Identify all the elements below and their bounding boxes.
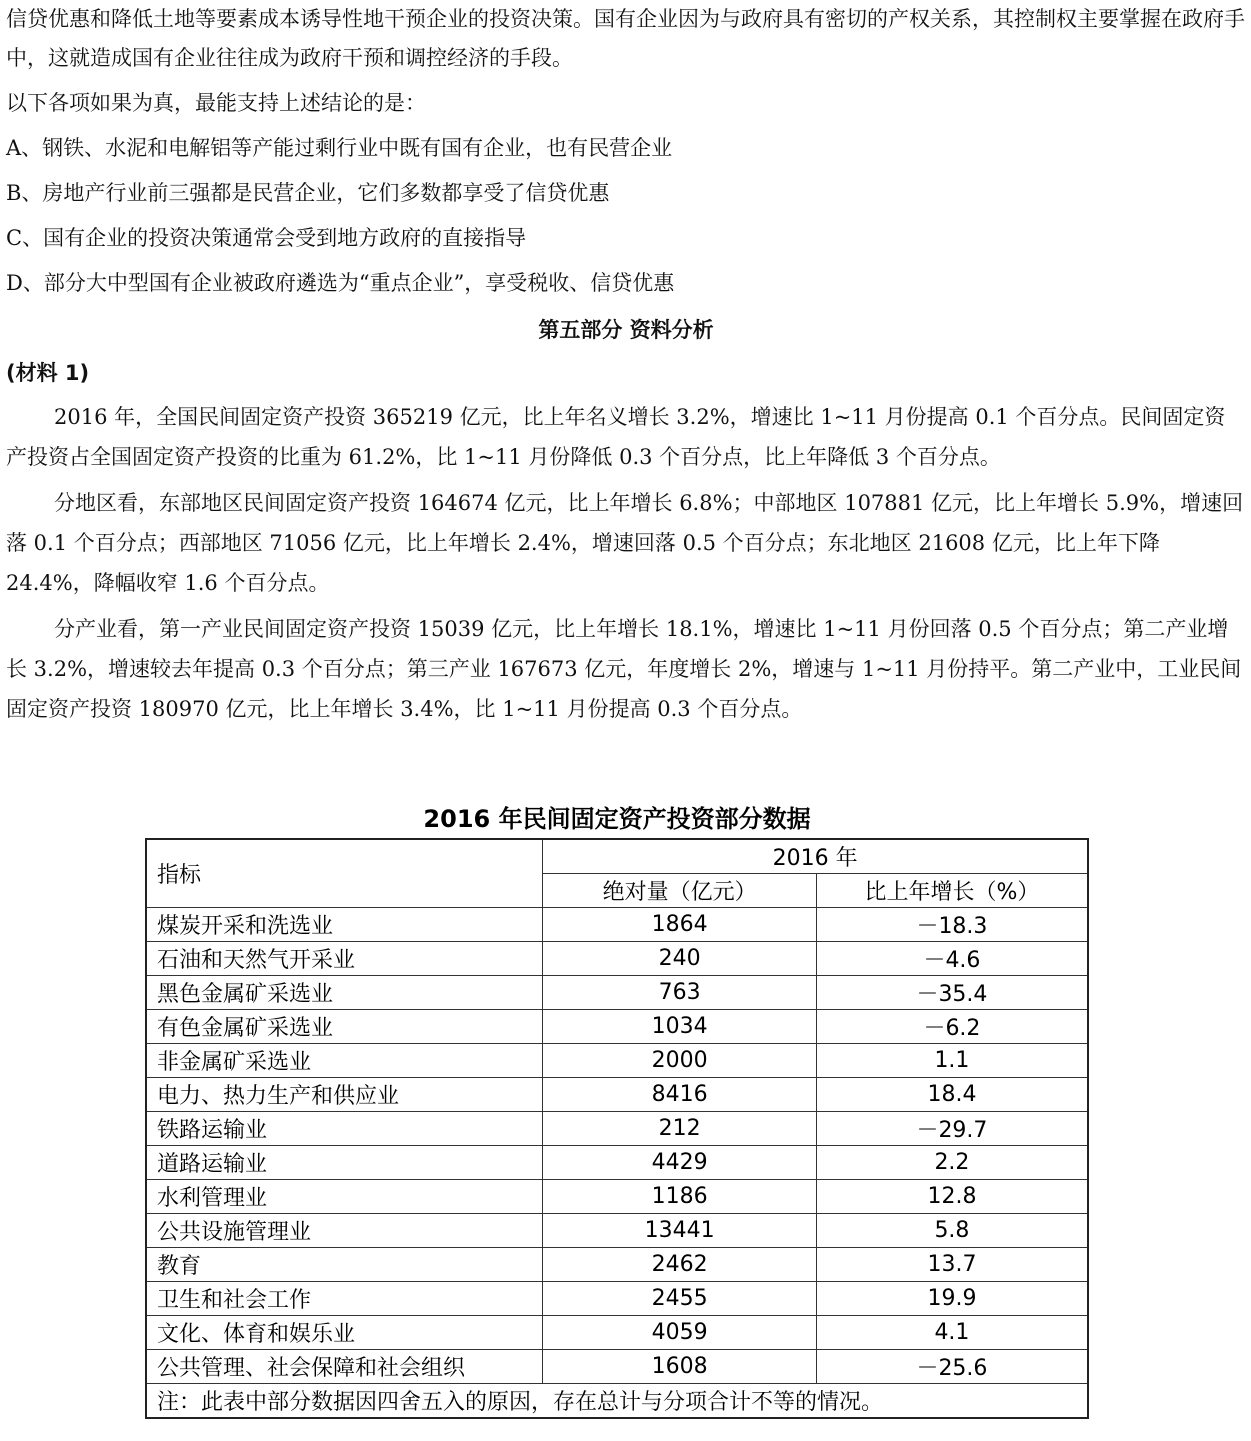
row-indicator-cell: 教育 xyxy=(146,1248,543,1282)
question-stem-paragraph: 信贷优惠和降低土地等要素成本诱导性地干预企业的投资决策。国有企业因为与政府具有密切的产权关系，其控制权主要掌握在政府手中，这就造成国有企业往往成为政府干预和调控经济的手段。 xyxy=(6,7,1245,70)
row-growth-cell: 13.7 xyxy=(816,1248,1088,1282)
option-d: D、部分大中型国有企业被政府遴选为“重点企业”，享受税收、信贷优惠 xyxy=(6,271,675,295)
row-indicator-cell: 水利管理业 xyxy=(146,1180,543,1214)
table-row xyxy=(146,1248,1088,1282)
table-title: 2016 年民间固定资产投资部分数据 xyxy=(423,805,811,833)
row-growth-cell: 19.9 xyxy=(816,1282,1088,1316)
table-row xyxy=(146,1112,1088,1146)
row-indicator-cell: 道路运输业 xyxy=(146,1146,543,1180)
table-row xyxy=(146,1146,1088,1180)
row-indicator-cell: 煤炭开采和洗选业 xyxy=(146,908,543,942)
row-absolute-cell: 4429 xyxy=(543,1146,817,1180)
row-growth-cell: 12.8 xyxy=(816,1180,1088,1214)
header-indicator: 指标 xyxy=(146,839,543,908)
row-indicator-cell: 铁路运输业 xyxy=(146,1112,543,1146)
table-row xyxy=(146,942,1088,976)
material-paragraph-1: 2016 年，全国民间固定资产投资 365219 亿元，比上年名义增长 3.2%，增速比 1~11 月份提高 0.1 个百分点。民间固定资产投资占全国固定资产投资的比重为 61.2%，比 1~11 月份降低 0.3 个百分点，比上年降低 3 个百分点。 xyxy=(6,405,1226,469)
row-indicator-cell: 卫生和社会工作 xyxy=(146,1282,543,1316)
row-indicator-cell: 黑色金属矿采选业 xyxy=(146,976,543,1010)
row-growth-cell: －25.6 xyxy=(816,1350,1088,1384)
table-row xyxy=(146,1350,1088,1384)
material-paragraph-2: 分地区看，东部地区民间固定资产投资 164674 亿元，比上年增长 6.8%；中部地区 107881 亿元，比上年增长 5.9%，增速回落 0.1 个百分点；西部地区 71056 亿元，比上年增长 2.4%，增速回落 0.5 个百分点；东北地区 21608 亿元，比上年下降 24.4%，降幅收窄 1.6 个百分点。 xyxy=(6,491,1244,595)
row-indicator-cell: 公共设施管理业 xyxy=(146,1214,543,1248)
row-absolute-cell: 240 xyxy=(543,942,817,976)
row-absolute-cell: 212 xyxy=(543,1112,817,1146)
row-indicator-cell: 非金属矿采选业 xyxy=(146,1044,543,1078)
material-paragraph-3: 分产业看，第一产业民间固定资产投资 15039 亿元，比上年增长 18.1%，增速比 1~11 月份回落 0.5 个百分点；第二产业增长 3.2%，增速较去年提高 0.3 个百分点；第三产业 167673 亿元，年度增长 2%，增速与 1~11 月份持平。第二产业中，工业民间固定资产投资 180970 亿元，比上年增长 3.4%，比 1~11 月份提高 0.3 个百分点。 xyxy=(6,617,1242,721)
row-absolute-cell: 1034 xyxy=(543,1010,817,1044)
row-absolute-cell: 13441 xyxy=(543,1214,817,1248)
table-body xyxy=(146,908,1088,1384)
option-c: C、国有企业的投资决策通常会受到地方政府的直接指导 xyxy=(6,226,527,250)
row-growth-cell: 18.4 xyxy=(816,1078,1088,1112)
row-absolute-cell: 2462 xyxy=(543,1248,817,1282)
row-growth-cell: 1.1 xyxy=(816,1044,1088,1078)
row-growth-cell: －35.4 xyxy=(816,976,1088,1010)
row-indicator-cell: 文化、体育和娱乐业 xyxy=(146,1316,543,1350)
row-indicator-cell: 有色金属矿采选业 xyxy=(146,1010,543,1044)
table-row xyxy=(146,908,1088,942)
section-title: 第五部分 资料分析 xyxy=(538,318,714,342)
row-absolute-cell: 1608 xyxy=(543,1350,817,1384)
option-a: A、钢铁、水泥和电解铝等产能过剩行业中既有国有企业，也有民营企业 xyxy=(6,136,673,160)
table-row xyxy=(146,1010,1088,1044)
row-absolute-cell: 1186 xyxy=(543,1180,817,1214)
table-row xyxy=(146,1316,1088,1350)
header-growth: 比上年增长（%） xyxy=(816,874,1088,908)
material-label: (材料 1) xyxy=(6,361,90,385)
option-b: B、房地产行业前三强都是民营企业，它们多数都享受了信贷优惠 xyxy=(6,181,610,205)
header-year: 2016 年 xyxy=(543,839,1088,874)
table-row xyxy=(146,1282,1088,1316)
row-growth-cell: 4.1 xyxy=(816,1316,1088,1350)
table-row xyxy=(146,1078,1088,1112)
table-row xyxy=(146,1180,1088,1214)
row-indicator-cell: 公共管理、社会保障和社会组织 xyxy=(146,1350,543,1384)
table-row xyxy=(146,1214,1088,1248)
row-absolute-cell: 2455 xyxy=(543,1282,817,1316)
row-absolute-cell: 1864 xyxy=(543,908,817,942)
data-table xyxy=(145,838,1089,1419)
question-prompt: 以下各项如果为真，最能支持上述结论的是： xyxy=(6,91,426,115)
row-growth-cell: 5.8 xyxy=(816,1214,1088,1248)
header-absolute: 绝对量（亿元） xyxy=(543,874,817,908)
document-body xyxy=(6,0,1246,735)
row-absolute-cell: 763 xyxy=(543,976,817,1010)
row-absolute-cell: 2000 xyxy=(543,1044,817,1078)
row-growth-cell: －18.3 xyxy=(816,908,1088,942)
row-growth-cell: 2.2 xyxy=(816,1146,1088,1180)
table-row xyxy=(146,1044,1088,1078)
table-note: 注：此表中部分数据因四舍五入的原因，存在总计与分项合计不等的情况。 xyxy=(146,1384,1088,1419)
row-growth-cell: －6.2 xyxy=(816,1010,1088,1044)
row-indicator-cell: 石油和天然气开采业 xyxy=(146,942,543,976)
row-indicator-cell: 电力、热力生产和供应业 xyxy=(146,1078,543,1112)
table-row xyxy=(146,976,1088,1010)
row-growth-cell: －29.7 xyxy=(816,1112,1088,1146)
row-absolute-cell: 8416 xyxy=(543,1078,817,1112)
row-growth-cell: －4.6 xyxy=(816,942,1088,976)
row-absolute-cell: 4059 xyxy=(543,1316,817,1350)
data-table-figure xyxy=(145,800,1089,1419)
